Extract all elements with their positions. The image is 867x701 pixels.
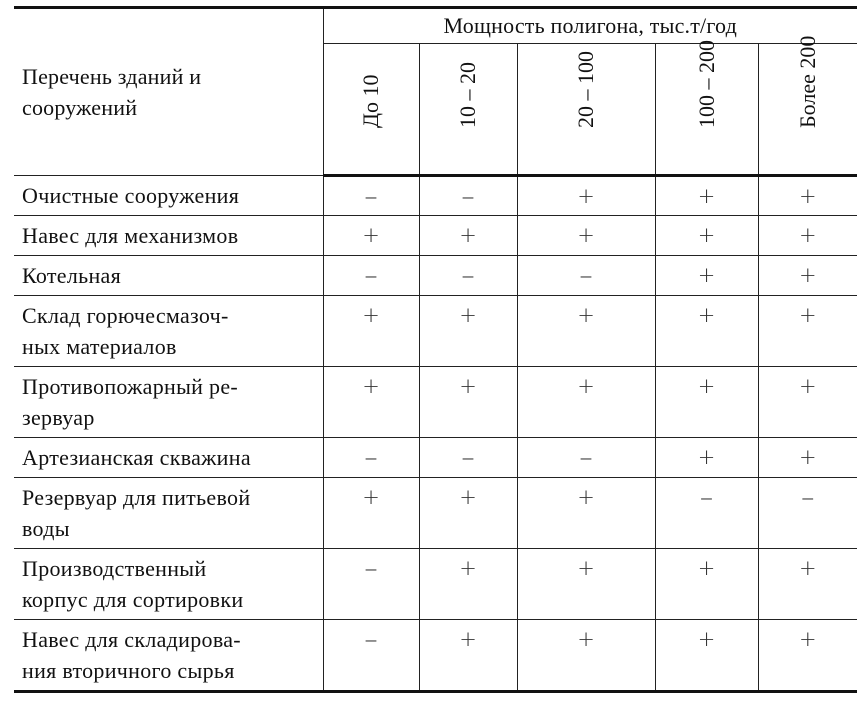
facility-name-line: Котельная	[22, 263, 122, 288]
not-required-mark: –	[419, 256, 517, 296]
required-mark: +	[758, 367, 857, 438]
required-mark: +	[323, 478, 419, 549]
required-mark: +	[517, 176, 655, 216]
not-required-mark: –	[758, 478, 857, 549]
not-required-mark: –	[323, 176, 419, 216]
required-mark: +	[323, 367, 419, 438]
capacity-column-header	[323, 44, 419, 176]
facility-name-line: Противопожарный ре-	[22, 374, 239, 399]
facility-name-cell	[14, 256, 323, 296]
facilities-table	[14, 6, 857, 693]
not-required-mark: –	[323, 620, 419, 692]
not-required-mark: –	[323, 438, 419, 478]
required-mark: +	[758, 296, 857, 367]
required-mark: +	[758, 176, 857, 216]
facility-name-cell	[14, 478, 323, 549]
capacity-group-header: Мощность полигона, тыс.т/год	[323, 8, 857, 44]
required-mark: +	[655, 256, 758, 296]
not-required-mark: –	[419, 438, 517, 478]
table-row	[14, 176, 857, 216]
capacity-column-label: 10 – 20	[455, 62, 480, 128]
required-mark: +	[517, 367, 655, 438]
table-row	[14, 367, 857, 438]
required-mark: +	[758, 438, 857, 478]
required-mark: +	[419, 620, 517, 692]
capacity-column-header	[419, 44, 517, 176]
not-required-mark: –	[517, 256, 655, 296]
required-mark: +	[419, 367, 517, 438]
facility-name-line: корпус для сортировки	[22, 587, 244, 612]
capacity-column-label: 20 – 100	[573, 51, 598, 128]
table-row	[14, 296, 857, 367]
capacity-column-label: До 10	[358, 74, 383, 128]
capacity-column-label: 100 – 200	[693, 40, 719, 128]
facility-name-cell	[14, 620, 323, 692]
required-mark: +	[517, 620, 655, 692]
required-mark: +	[655, 620, 758, 692]
capacity-column-header	[655, 40, 758, 176]
facility-name-line: Склад горючесмазоч-	[22, 303, 229, 328]
facility-name-cell	[14, 296, 323, 367]
required-mark: +	[517, 549, 655, 620]
facility-name-line: Артезианская скважина	[22, 445, 251, 470]
not-required-mark: –	[323, 549, 419, 620]
facility-name-cell	[14, 549, 323, 620]
required-mark: +	[419, 549, 517, 620]
table-row	[14, 620, 857, 692]
facility-name-line: Навес для складирова-	[22, 627, 241, 652]
capacity-column-header	[758, 35, 857, 176]
facility-name-cell	[14, 438, 323, 478]
not-required-mark: –	[323, 256, 419, 296]
facility-name-line: зервуар	[22, 405, 95, 430]
required-mark: +	[517, 478, 655, 549]
required-mark: +	[758, 620, 857, 692]
facility-name-cell	[14, 216, 323, 256]
required-mark: +	[323, 296, 419, 367]
capacity-column-header	[517, 44, 655, 176]
not-required-mark: –	[517, 438, 655, 478]
table-row	[14, 438, 857, 478]
required-mark: +	[419, 216, 517, 256]
not-required-mark: –	[419, 176, 517, 216]
required-mark: +	[517, 296, 655, 367]
required-mark: +	[758, 256, 857, 296]
table-row	[14, 478, 857, 549]
table-row	[14, 216, 857, 256]
facility-name-line: Производственный	[22, 556, 207, 581]
not-required-mark: –	[655, 478, 758, 549]
facility-name-line: Навес для механизмов	[22, 223, 239, 248]
required-mark: +	[655, 296, 758, 367]
required-mark: +	[655, 176, 758, 216]
required-mark: +	[323, 216, 419, 256]
required-mark: +	[758, 216, 857, 256]
row-header-line-2: сооружений	[22, 95, 138, 120]
required-mark: +	[419, 478, 517, 549]
facility-name-line: ных материалов	[22, 334, 177, 359]
facility-name-line: Резервуар для питьевой	[22, 485, 251, 510]
required-mark: +	[655, 216, 758, 256]
capacity-column-label: Более 200	[794, 35, 820, 128]
required-mark: +	[655, 549, 758, 620]
required-mark: +	[655, 367, 758, 438]
row-header-line-1: Перечень зданий и	[22, 64, 202, 89]
facility-name-cell	[14, 367, 323, 438]
facility-name-line: ния вторичного сырья	[22, 658, 235, 683]
required-mark: +	[419, 296, 517, 367]
facility-name-line: Очистные сооружения	[22, 183, 240, 208]
required-mark: +	[655, 438, 758, 478]
row-header-cell	[14, 8, 323, 176]
table-row	[14, 549, 857, 620]
table-row	[14, 256, 857, 296]
facility-name-line: воды	[22, 516, 70, 541]
facility-name-cell	[14, 176, 323, 216]
required-mark: +	[758, 549, 857, 620]
required-mark: +	[517, 216, 655, 256]
